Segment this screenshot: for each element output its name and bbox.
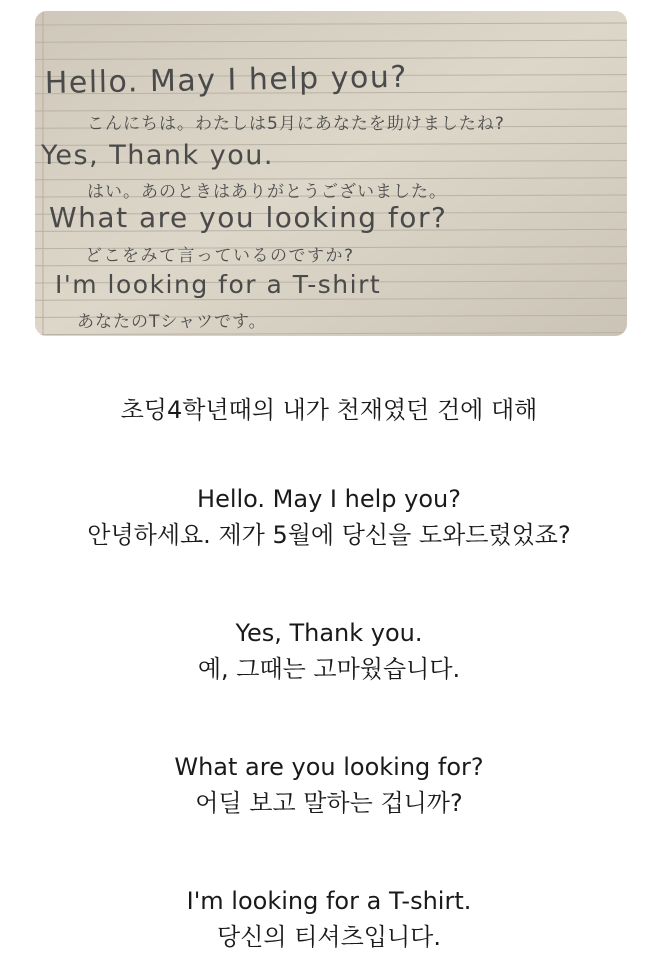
- handwritten-line-2: こんにちは。わたしは5月にあなたを助けましたね?: [87, 114, 505, 134]
- handwritten-line-8: あなたのTシャツです。: [77, 312, 267, 332]
- dialogue-pair-1: [0, 481, 658, 553]
- dialogue-pair-4: [0, 883, 658, 955]
- korean-line: 예, 그때는 고마웠습니다.: [197, 655, 461, 683]
- handwritten-line-7: I'm looking for a T-shirt: [55, 270, 382, 299]
- notebook-photo: [35, 11, 627, 336]
- english-line: I'm looking for a T-shirt.: [186, 887, 472, 915]
- korean-line: 어딜 보고 말하는 겁니까?: [195, 789, 463, 817]
- caption: [0, 392, 658, 428]
- handwritten-line-1: Hello. May I help you?: [44, 59, 409, 101]
- notebook-page: [35, 11, 627, 336]
- handwritten-line-4: はい。あのときはありがとうございました。: [87, 182, 447, 202]
- english-line: What are you looking for?: [174, 753, 484, 781]
- korean-line: 당신의 티셔츠입니다.: [217, 923, 441, 951]
- handwritten-line-6: どこをみて言っているのですか?: [85, 246, 355, 266]
- korean-line: 안녕하세요. 제가 5월에 당신을 도와드렸었죠?: [87, 521, 571, 549]
- english-line: Yes, Thank you.: [235, 619, 423, 647]
- dialogue-pair-2: [0, 615, 658, 687]
- handwritten-line-5: What are you looking for?: [49, 201, 448, 234]
- caption-text: 초딩4학년때의 내가 천재였던 건에 대해: [120, 396, 538, 424]
- english-line: Hello. May I help you?: [197, 485, 461, 513]
- handwritten-line-3: Yes, Thank you.: [41, 140, 274, 171]
- dialogue-pair-3: [0, 749, 658, 821]
